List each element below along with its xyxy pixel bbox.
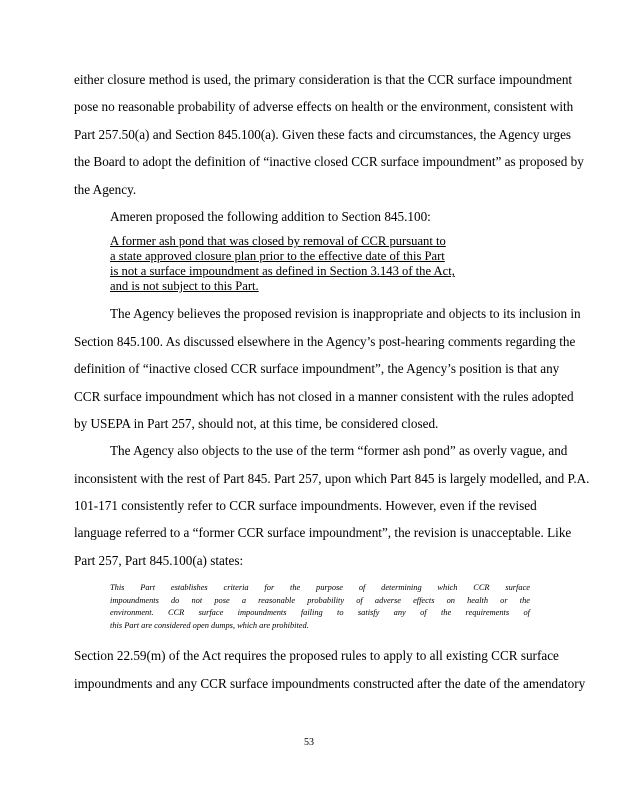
text-line: Part 257, Part 845.100(a) states: — [74, 552, 244, 568]
page-number: 53 — [304, 737, 314, 748]
paragraph — [74, 300, 600, 437]
text-line: language referred to a “former CCR surface impoundment”, the revision is unacceptable. Like — [74, 525, 572, 541]
text-line: either closure method is used, the primary consideration is that the CCR surface impoundment — [74, 72, 573, 87]
text-line: Part 257.50(a) and Section 845.100(a). Given these facts and circumstances, the Agency urges — [74, 126, 572, 142]
text-line: Section 845.100. As discussed elsewhere in the Agency’s post-hearing comments regarding the — [74, 333, 576, 349]
text-line: the Board to adopt the definition of “inactive closed CCR surface impoundment” as proposed by — [74, 154, 584, 170]
text-line: the Agency. — [74, 181, 137, 197]
text-line: by USEPA in Part 257, should not, at this time, be considered closed. — [74, 415, 439, 431]
text-line: 101-171 consistently refer to CCR surface impoundments. However, even if the revised — [74, 498, 537, 514]
body-text — [74, 66, 600, 697]
text-line: inconsistent with the rest of Part 845. Part 257, upon which Part 845 is largely modelled, and P.A. — [74, 470, 590, 486]
quote-line: is not a surface impoundment as defined in Section 3.143 of the Act, — [110, 264, 455, 279]
quote-line: A former ash pond that was closed by removal of CCR pursuant to — [110, 234, 446, 249]
quote-line: This Part establishes criteria for the purpose of determining which CCR surface — [110, 583, 530, 593]
text-line: Section 22.59(m) of the Act requires the proposed rules to apply to all existing CCR surface — [74, 648, 559, 664]
text-line: CCR surface impoundment which has not closed in a manner consistent with the rules adopted — [74, 388, 574, 404]
statute-quote — [110, 582, 530, 632]
text-line: The Agency believes the proposed revision is inappropriate and objects to its inclusion in — [110, 306, 581, 322]
text-line: definition of “inactive closed CCR surface impoundment”, the Agency’s position is that any — [74, 361, 560, 377]
quote-line: environment. CCR surface impoundments failing to satisfy any of the requirements of — [110, 608, 530, 618]
text-line: pose no reasonable probability of adverse effects on health or the environment, consistent with — [74, 99, 574, 115]
paragraph — [74, 437, 600, 574]
quote-line: impoundments do not pose a reasonable probability of adverse effects on health or the — [110, 595, 530, 605]
quote-line: a state approved closure plan prior to the effective date of this Part — [110, 249, 445, 264]
amendment-quote — [110, 234, 600, 294]
quote-line: this Part are considered open dumps, which are prohibited. — [110, 620, 309, 630]
paragraph: Ameren proposed the following addition to Section 845.100: — [110, 208, 431, 224]
text-line: impoundments and any CCR surface impoundments constructed after the date of the amendatory — [74, 675, 586, 691]
text-line: The Agency also objects to the use of the term “former ash pond” as overly vague, and — [110, 443, 568, 459]
paragraph — [74, 642, 600, 697]
quote-line: and is not subject to this Part. — [110, 279, 259, 294]
paragraph — [74, 66, 600, 203]
